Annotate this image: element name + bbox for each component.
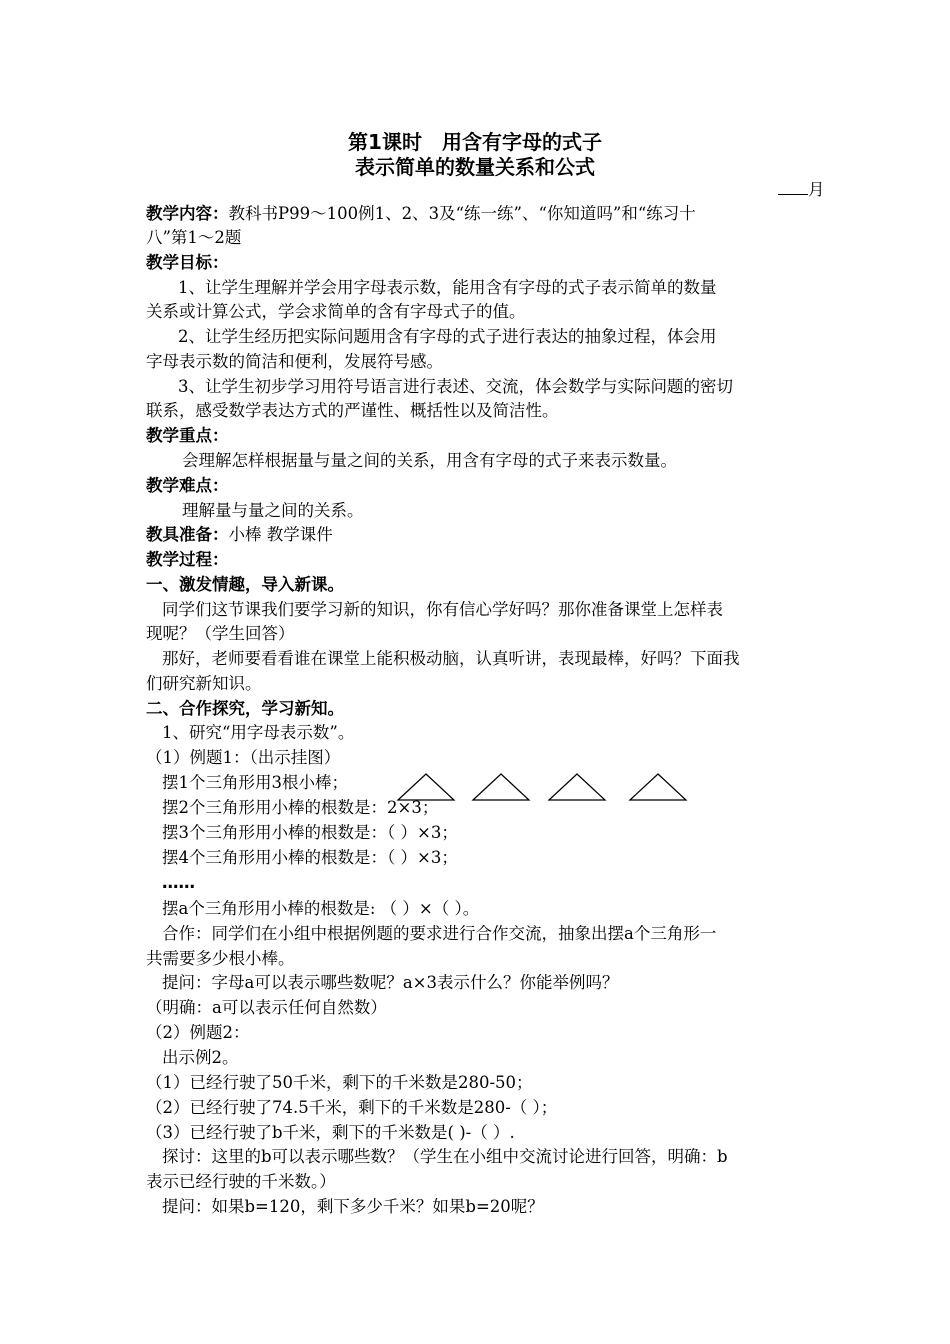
section-1-para-2-line-1: 那好，老师要看看谁在课堂上能积极动脑，认真听讲，表现最棒，好吗？下面我 — [162, 649, 740, 668]
section-1-para-2-line-2: 们研究新知识。 — [146, 674, 262, 693]
goal-1-line-1: 1、让学生理解并学会用字母表示数，能用含有字母的式子表示简单的数量 — [178, 278, 717, 297]
section-2-line-6: 摆4个三角形用小棒的根数是：（ ）×3； — [162, 848, 458, 867]
section-2-line-1: 1、研究“用字母表示数”。 — [162, 723, 355, 742]
process-heading: 教学过程： — [146, 550, 229, 569]
triangle-2 — [473, 774, 529, 800]
tools-line — [146, 524, 333, 546]
lesson-title: 第1课时 用含有字母的式子 — [348, 130, 602, 154]
section-2-line-9a: 合作：同学们在小组中根据例题的要求进行合作交流，抽象出摆a个三角形一 — [162, 924, 717, 943]
goal-3-line-1: 3、让学生初步学习用符号语言进行表述、交流，体会数学与实际问题的密切 — [178, 377, 733, 396]
goals-heading: 教学目标： — [146, 253, 229, 272]
triangle-4 — [630, 774, 686, 800]
tools-label: 教具准备： — [146, 525, 229, 544]
section-2-line-9b: 共需要多少根小棒。 — [146, 949, 295, 968]
key-text: 会理解怎样根据量与量之间的关系，用含有字母的式子来表示数量。 — [182, 451, 677, 470]
goal-3-line-2: 联系，感受数学表达方式的严谨性、概括性以及简洁性。 — [146, 401, 559, 420]
section-2-line-8: 摆a个三角形用小棒的根数是: （ ）×（ ）。 — [162, 899, 480, 918]
content-label: 教学内容： — [146, 204, 229, 223]
section-2-heading: 二、合作探究，学习新知。 — [146, 699, 344, 718]
section-2-line-15: （2）已经行驶了74.5千米，剩下的千米数是280-（ ）； — [146, 1098, 558, 1117]
section-2-line-14: （1）已经行驶了50千米，剩下的千米数是280-50； — [146, 1073, 533, 1092]
section-2-line-2: （1）例题1：（出示挂图） — [146, 748, 341, 767]
section-2-line-18: 提问：如果b=120，剩下多少千米？如果b=20呢？ — [162, 1197, 544, 1216]
goal-1-line-2: 关系或计算公式，学会求简单的含有字母式子的值。 — [146, 302, 526, 321]
date-blank — [778, 180, 808, 195]
key-heading: 教学重点： — [146, 426, 229, 445]
section-2-line-3: 摆1个三角形用3根小棒； — [162, 773, 348, 792]
section-2-line-4: 摆2个三角形用小棒的根数是：2×3； — [162, 798, 439, 817]
section-2-line-16: （3）已经行驶了b千米，剩下的千米数是( )-（ ）. — [146, 1123, 515, 1142]
difficulty-text: 理解量与量之间的关系。 — [182, 501, 364, 520]
section-1-para-1-line-1: 同学们这节课我们要学习新的知识，你有信心学好吗？那你准备课堂上怎样表 — [162, 600, 723, 619]
lesson-subtitle: 表示简单的数量关系和公式 — [355, 155, 595, 179]
difficulty-heading: 教学难点： — [146, 476, 229, 495]
date-suffix: 月 — [808, 180, 825, 199]
date-field — [778, 176, 825, 200]
content-line-1 — [146, 203, 696, 225]
section-2-line-17a: 探讨：这里的b可以表示哪些数？（学生在小组中交流讨论进行回答，明确：b — [162, 1147, 728, 1166]
section-2-line-17b: 表示已经行驶的千米数。） — [146, 1172, 336, 1191]
section-2-line-12: （2）例题2： — [146, 1023, 250, 1042]
section-2-line-11: （明确：a可以表示任何自然数） — [146, 998, 387, 1017]
section-1-para-1-line-2: 现呢？（学生回答） — [146, 624, 295, 643]
section-2-line-10: 提问：字母a可以表示哪些数呢？a×3表示什么？你能举例吗？ — [162, 973, 619, 992]
tools-text: 小棒 教学课件 — [228, 525, 333, 544]
triangle-3 — [549, 774, 605, 800]
content-line-2: 八”第1～2题 — [146, 228, 242, 247]
content-text-1: 教科书P99～100例1、2、3及“练一练”、“你知道吗”和“练习十 — [228, 204, 696, 223]
section-2-line-13: 出示例2。 — [162, 1048, 239, 1067]
goal-2-line-2: 字母表示数的简洁和便利，发展符号感。 — [146, 352, 443, 371]
section-2-ellipsis: …… — [162, 873, 195, 892]
section-2-line-5: 摆3个三角形用小棒的根数是：（ ）×3； — [162, 823, 458, 842]
section-1-heading: 一、激发情趣，导入新课。 — [146, 575, 344, 594]
goal-2-line-1: 2、让学生经历把实际问题用含有字母的式子进行表达的抽象过程，体会用 — [178, 327, 717, 346]
